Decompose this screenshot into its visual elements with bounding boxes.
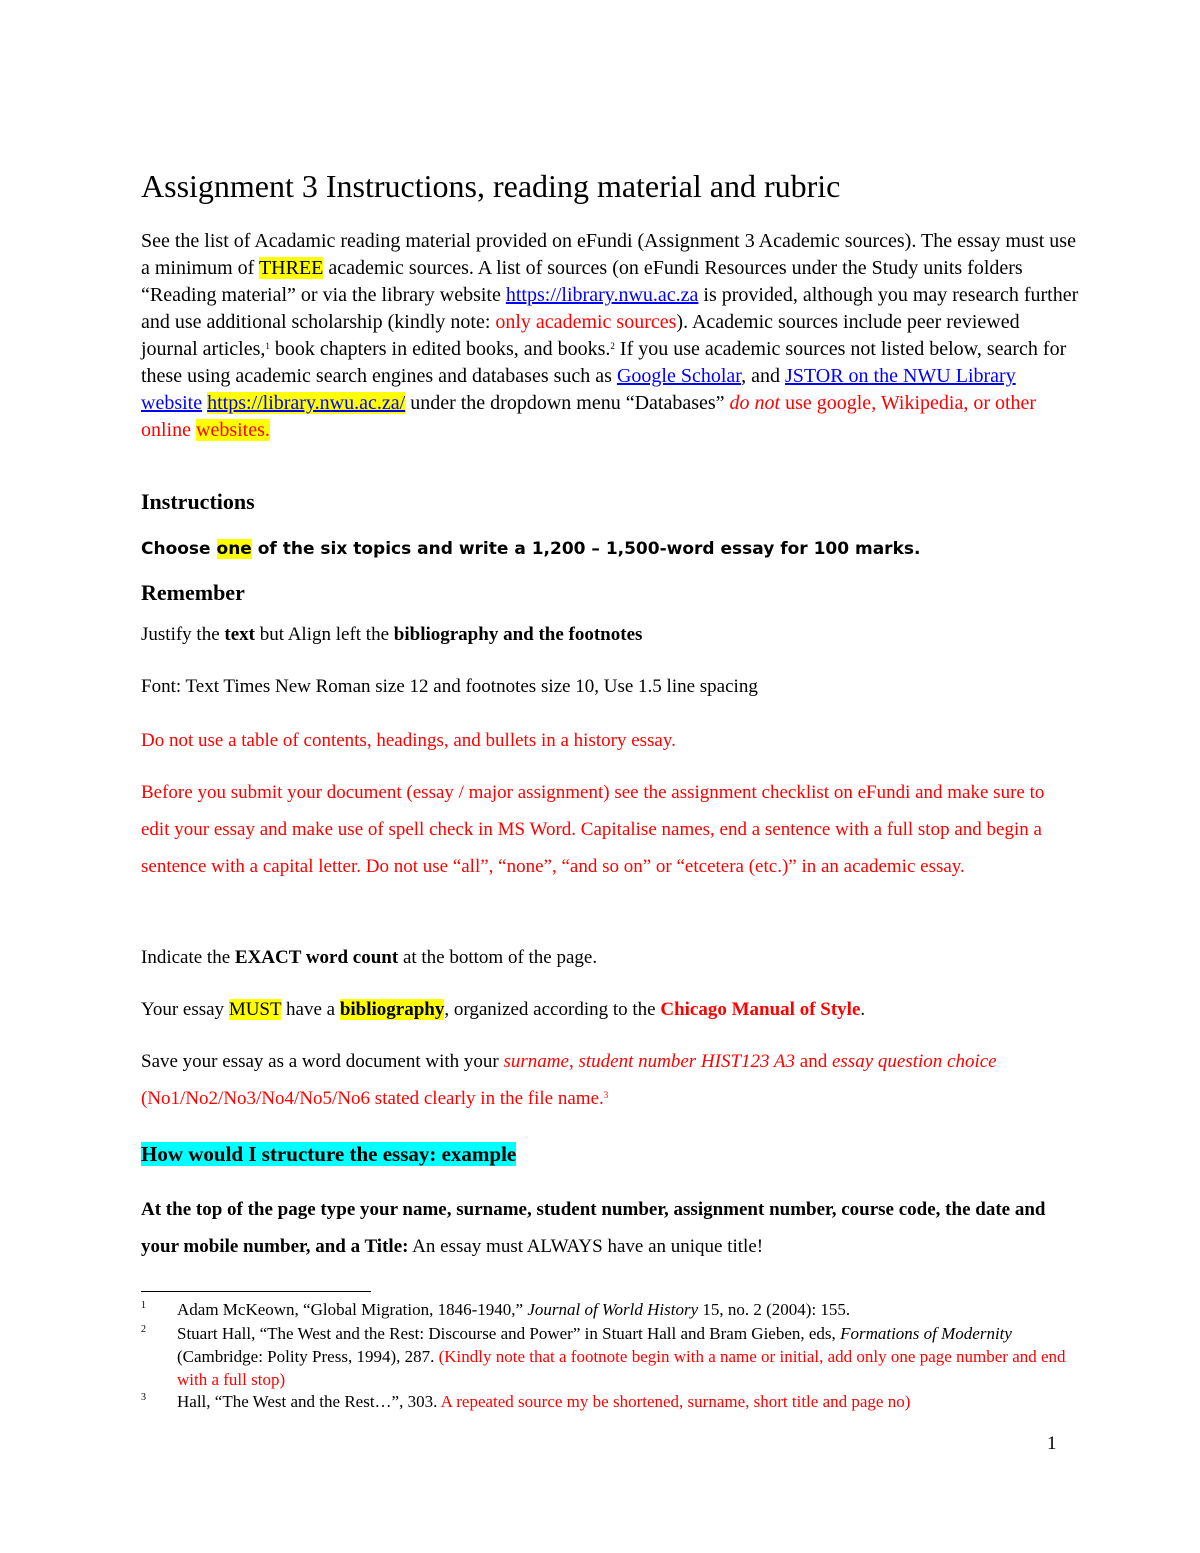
one-highlight: one xyxy=(216,539,252,559)
justify-text-bold: text xyxy=(224,624,255,645)
word-count-text: at the bottom of the page. xyxy=(398,947,598,968)
bibliography-text: , organized according to the xyxy=(444,999,661,1020)
footnote-note: A repeated source my be shortened, surname, short title and page no) xyxy=(440,1392,911,1411)
save-surname: surname, student number HIST123 A3 xyxy=(503,1051,796,1072)
intro-text: book chapters in edited books, and books. xyxy=(269,338,611,360)
library-link[interactable]: https://library.nwu.ac.za xyxy=(505,284,699,306)
footnote-separator xyxy=(141,1291,371,1292)
footnote-1 xyxy=(141,1298,1071,1321)
word-count-rule xyxy=(141,946,597,970)
intro-text: ). Academic sources include peer reviewed journal articles, xyxy=(141,311,1020,360)
intro-text: is provided, although you may research further and use additional scholarship (kindly note: xyxy=(141,284,1079,333)
instructions-part: of the six topics and write a 1,200 – 1,500-word essay for 100 marks. xyxy=(251,539,921,559)
footnote-text: 15, no. 2 (2004): 155. xyxy=(698,1300,851,1319)
save-text: Save your essay as a word document with your xyxy=(141,1051,504,1072)
chicago-style: Chicago Manual of Style xyxy=(660,999,861,1020)
word-count-bold: EXACT word count xyxy=(234,947,399,968)
save-choice: essay question choice xyxy=(831,1051,997,1072)
instructions-heading: Instructions xyxy=(141,489,255,514)
only-academic-note: only academic sources xyxy=(495,311,677,333)
word-count-text: Indicate the xyxy=(141,947,235,968)
footnote-text: (Cambridge: Polity Press, 1994), 287. xyxy=(177,1347,439,1366)
footnote-italic: Formations of Modernity xyxy=(840,1324,1012,1343)
google-scholar-link[interactable]: Google Scholar xyxy=(616,365,742,387)
three-highlight: THREE xyxy=(258,257,324,279)
jstor-link[interactable]: JSTOR on the NWU Library website xyxy=(141,365,1016,414)
save-text-red: (No1/No2/No3/No4/No5/No6 stated clearly in the file name. xyxy=(141,1088,604,1109)
save-text-red: and xyxy=(795,1051,832,1072)
page-number: 1 xyxy=(1047,1433,1057,1454)
must-highlight: MUST xyxy=(228,999,282,1020)
intro-text: academic sources. A list of sources (on eFundi Resources under the Study units folders “Reading material” or via the library website xyxy=(141,257,1023,306)
before-submit-rule: Before you submit your document (essay / major assignment) see the assignment checklist on eFundi and make sure to edit your essay and make use of spell check in MS Word. Capitalise names, end a sentence with a full stop and begin a sentence with a capital letter. Do not use “all”, “none”, “and so on” or “etcetera (etc.)” in an academic essay. xyxy=(141,782,1045,877)
justify-text: but Align left the xyxy=(254,624,394,645)
footnote-text: Hall, “The West and the Rest…”, 303. xyxy=(177,1392,441,1411)
structure-bold: At the top of the page type your name, surname, student number, assignment number, course code, the date and your mobile number, and a Title: xyxy=(141,1199,1046,1257)
instructions-part: Choose xyxy=(141,539,217,559)
structure-paragraph xyxy=(141,1191,1071,1265)
intro-text: under the dropdown menu “Databases” xyxy=(405,392,730,414)
save-rule xyxy=(141,1043,1071,1117)
footnote-text: Stuart Hall, “The West and the Rest: Discourse and Power” in Stuart Hall and Bram Gieben, eds, xyxy=(177,1324,841,1343)
bibliography-text: . xyxy=(860,999,866,1020)
bibliography-highlight: bibliography xyxy=(339,999,445,1020)
intro-text: If you use academic sources not listed below, search for these using academic search engines and databases such as xyxy=(141,338,1067,387)
intro-paragraph xyxy=(141,228,1081,444)
footnote-number: 1 xyxy=(141,1300,146,1311)
footnote-2 xyxy=(141,1322,1071,1391)
bibliography-text: Your essay xyxy=(141,999,229,1020)
footnote-ref-2[interactable]: 2 xyxy=(610,341,615,351)
library-link-2[interactable]: https://library.nwu.ac.za/ xyxy=(207,392,406,414)
font-rule: Font: Text Times New Roman size 12 and footnotes size 10, Use 1.5 line spacing xyxy=(141,676,758,697)
intro-text: , and xyxy=(741,365,785,387)
do-not-warning: do not xyxy=(729,392,781,414)
websites-highlight: websites. xyxy=(196,419,270,441)
footnote-note: (Kindly note that a footnote begin with a name or initial, add only one page number and end with a full stop) xyxy=(177,1347,1066,1389)
online-warning: use google, Wikipedia, or other online xyxy=(141,392,1037,441)
no-toc-rule: Do not use a table of contents, headings, and bullets in a history essay. xyxy=(141,730,676,751)
structure-heading-text: How would I structure the essay: example xyxy=(141,1142,517,1166)
remember-heading: Remember xyxy=(141,580,245,605)
justify-text: Justify the xyxy=(141,624,225,645)
footnote-text: Adam McKeown, “Global Migration, 1846-1940,” xyxy=(177,1300,528,1319)
justify-text-bold: bibliography and the footnotes xyxy=(393,624,643,645)
footnote-italic: Journal of World History xyxy=(527,1300,699,1319)
instructions-text xyxy=(141,537,920,561)
footnote-ref-1[interactable]: 1 xyxy=(265,341,270,351)
justify-rule xyxy=(141,623,642,647)
structure-heading xyxy=(141,1140,516,1168)
footnote-3 xyxy=(141,1390,1071,1413)
page-title: Assignment 3 Instructions, reading material and rubric xyxy=(141,168,841,204)
structure-text: An essay must ALWAYS have an unique title! xyxy=(408,1236,764,1257)
footnote-number: 3 xyxy=(141,1392,146,1403)
bibliography-text: have a xyxy=(281,999,340,1020)
bibliography-rule xyxy=(141,998,865,1022)
footnote-ref-3[interactable]: 3 xyxy=(603,1090,609,1100)
footnote-number: 2 xyxy=(141,1324,146,1335)
intro-text: See the list of Acadamic reading material provided on eFundi (Assignment 3 Academic sources). The essay must use a minimum of xyxy=(141,230,1076,279)
